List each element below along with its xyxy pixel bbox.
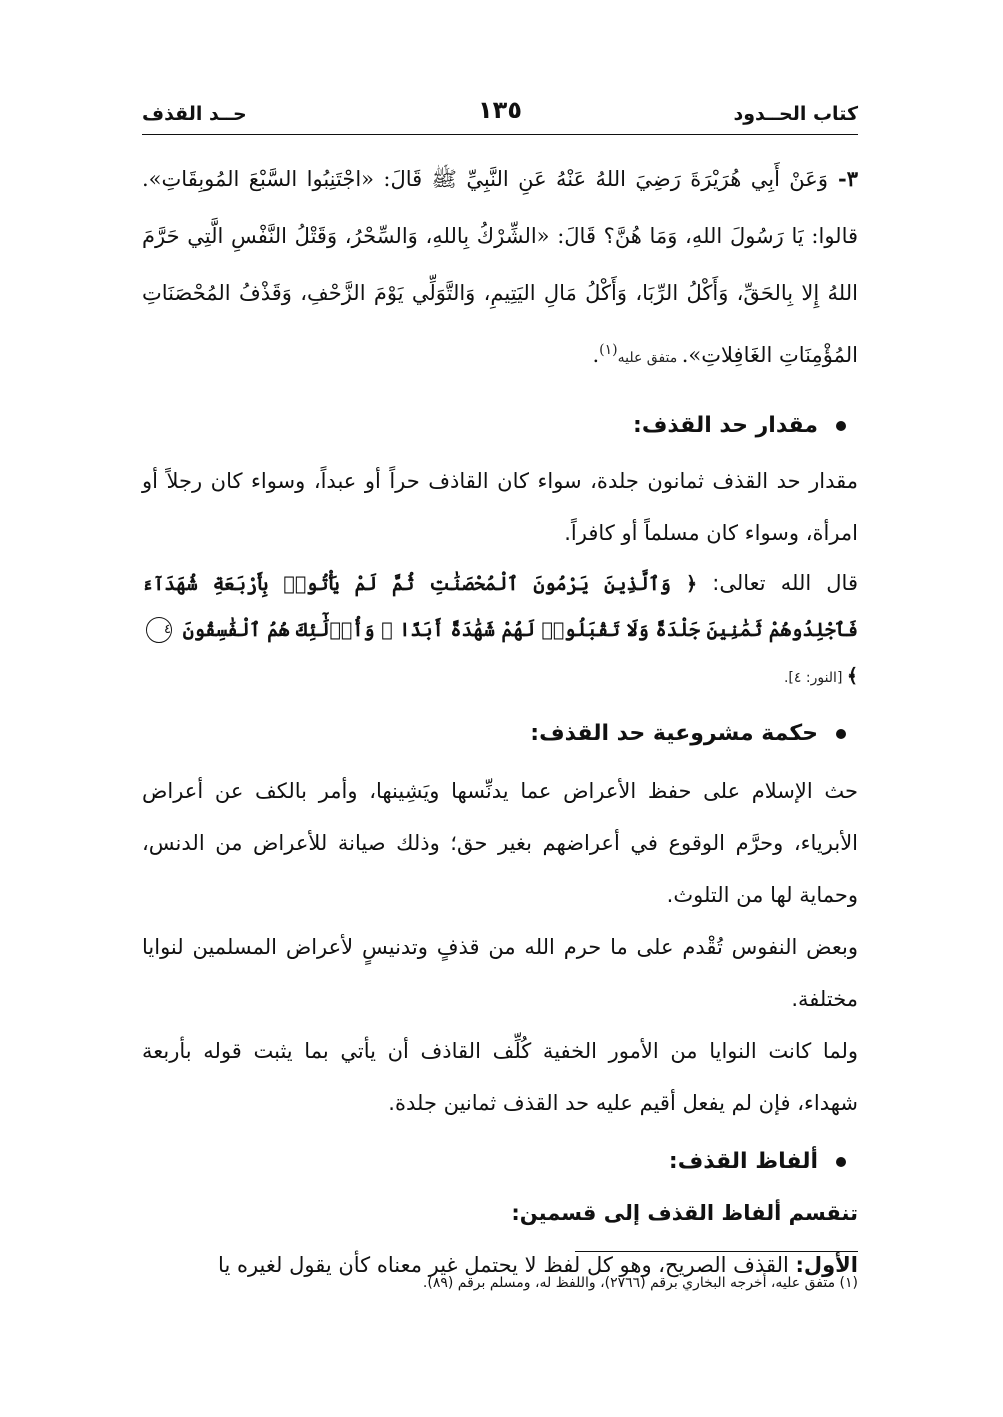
quran-close-bracket: ﴾ [846, 665, 858, 687]
first-label: الأول: [795, 1253, 858, 1277]
bullet-icon [836, 421, 846, 431]
page-number: ١٣٥ [478, 96, 522, 124]
wisdom-paragraph-2: وبعض النفوس تُقْدم على ما حرم الله من قذفٍ وتدنيسٍ لأعراض المسلمين لنوايا مختلفة. [142, 935, 858, 1011]
header-rule [142, 134, 858, 135]
ayah-number-icon: ٤ [146, 617, 172, 643]
quran-reference: [النور: ٤]. [783, 670, 847, 686]
section-heading-wisdom-text: حكمة مشروعية حد القذف: [530, 721, 818, 746]
hadith-number: ٣- [827, 166, 858, 191]
amount-paragraph: مقدار حد القذف ثمانون جلدة، سواء كان القاذف حراً أو عبداً، وسواء كان رجلاً أو امرأة، وسواء كان مسلماً أو كافراً. [142, 469, 858, 545]
first-text: القذف الصريح، وهو كل لفظ لا يحتمل غير معناه كأن يقول لغيره يا [218, 1253, 796, 1277]
hadith-source: متفق عليه [617, 350, 682, 366]
page-header [142, 96, 858, 132]
section-heading-words-text: ألفاظ القذف: [668, 1149, 818, 1174]
footnote-ref: (١) [599, 342, 618, 358]
bullet-icon [836, 729, 846, 739]
page-content [142, 150, 858, 1291]
section-heading-wisdom [142, 709, 858, 759]
quran-verse: وَٱلَّذِينَ يَرْمُونَ ٱلْمُحْصَنَٰتِ ثُمَّ لَمْ يَأْتُوا۟ بِأَرْبَعَةِ شُهَدَآءَ فَٱجْلِدُوهُمْ ثَمَٰنِينَ جَلْدَةً وَلَا تَقْبَلُوا۟ لَهُمْ شَهَٰدَةً أَبَدًا ۚ وَأُو۟لَٰٓئِكَ هُمُ ٱلْفَٰسِقُونَ [142, 573, 858, 641]
quran-open-bracket: ﴿ [686, 573, 698, 595]
hadith-end: . [592, 343, 600, 367]
chapter-title: حــد القذف [142, 103, 247, 125]
bullet-icon [836, 1157, 846, 1167]
section-heading-amount-text: مقدار حد القذف: [633, 413, 818, 438]
hadith-text: وَعَنْ أَبِي هُرَيْرَةَ رَضِيَ اللهُ عَنْهُ عَنِ النَّبِيِّ ﷺ قَالَ: «اجْتَنِبُوا السَّبْعَ المُوبِقَاتِ». قالوا: يَا رَسُولَ اللهِ، وَمَا هُنَّ؟ قَالَ: «الشِّرْكُ بِاللهِ، وَالسِّحْرُ، وَقَتْلُ النَّفْسِ الَّتِي حَرَّمَ اللهُ إِلا بِالحَقِّ، وَأَكْلُ الرِّبَا، وَأَكْلُ مَالِ اليَتِيمِ، وَالتَّوَلِّي يَوْمَ الزَّحْفِ، وَقَذْفُ المُحْصَنَاتِ المُؤْمِنَاتِ الغَافِلاتِ». [142, 167, 859, 367]
wisdom-paragraph-3: ولما كانت النوايا من الأمور الخفية كُلِّف القاذف أن يأتي بما يثبت قوله بأربعة شهداء، فإن لم يفعل أقيم عليه حد القذف ثمانين جلدة. [142, 1039, 858, 1115]
quran-intro: قال الله تعالى: [697, 571, 858, 595]
book-title: كتاب الحــدود [733, 103, 858, 125]
wisdom-paragraph-1: حث الإسلام على حفظ الأعراض عما يدنِّسها ويَشِينها، وأمر بالكف عن أعراض الأبرياء، وحرَّم الوقوع في أعراضهم بغير حق؛ وذلك صيانة للأعراض من الدنس، وحماية لها من التلوث. [142, 779, 858, 907]
section-heading-amount [142, 401, 858, 451]
footnote: (١) متفق عليه، أخرجه البخاري برقم (٢٧٦٦)، واللفظ له، ومسلم برقم (٨٩). [422, 1275, 858, 1291]
section-heading-words [142, 1137, 858, 1187]
quran-paragraph [142, 561, 858, 701]
footnote-rule [575, 1251, 858, 1252]
words-subheading: تنقسم ألفاظ القذف إلى قسمين: [511, 1201, 858, 1225]
hadith-paragraph [142, 150, 858, 387]
